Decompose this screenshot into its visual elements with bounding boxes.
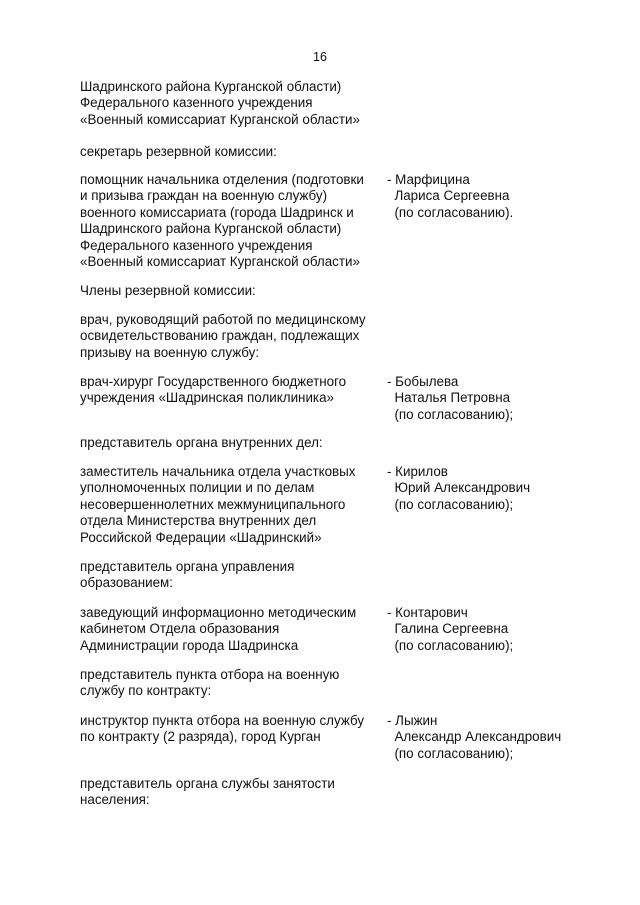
position-description: врач-хирург Государственного бюджетного учреждения «Шадринская поликлиника» (80, 374, 347, 406)
position-description: помощник начальника отделения (подготовки и призыва граждан на военную службу) военного комиссариата (города Шадринск и Шадринского района Курганской области) Федерального казенного учреждения «Военный комиссариат Курганской области» (80, 172, 364, 270)
person-name: - Контарович Галина Сергеевна (по согласованию); (387, 605, 514, 653)
section-heading: секретарь резервной комиссии: (80, 144, 277, 159)
person-name: - Лыжин Александр Александрович (по согласованию); (387, 713, 562, 761)
position-description: заведующий информационно методическим кабинетом Отдела образования Администрации города Шадринска (80, 605, 357, 653)
section-heading: Члены резервной комиссии: (80, 283, 256, 298)
person-name: - Кирилов Юрий Александрович (по согласованию); (387, 464, 531, 512)
section-heading: представитель органа внутренних дел: (80, 435, 323, 450)
person-name: - Бобылева Наталья Петровна (по согласованию); (387, 374, 514, 422)
section-heading: представитель органа управления образованием: (80, 559, 295, 591)
position-description: заместитель начальника отдела участковых уполномоченных полиции и по делам несовершеннолетних межмуниципального отдела Министерства внутренних дел Российской Федерации «Шадринский» (80, 464, 356, 545)
person-name: - Марфицина Лариса Сергеевна (по согласованию). (387, 172, 514, 220)
position-description: инструктор пункта отбора на военную службу по контракту (2 разряда), город Курган (80, 713, 365, 745)
section-heading: представитель органа службы занятости населения: (80, 776, 335, 808)
section-text: врач, руководящий работой по медицинскому освидетельствованию граждан, подлежащих призыву на военную службу: (80, 312, 366, 360)
page-number: 16 (313, 50, 327, 64)
section-heading: представитель пункта отбора на военную службу по контракту: (80, 667, 340, 699)
section-text: Шадринского района Курганской области) Федерального казенного учреждения «Военный комиссариат Курганской области» (80, 79, 360, 127)
